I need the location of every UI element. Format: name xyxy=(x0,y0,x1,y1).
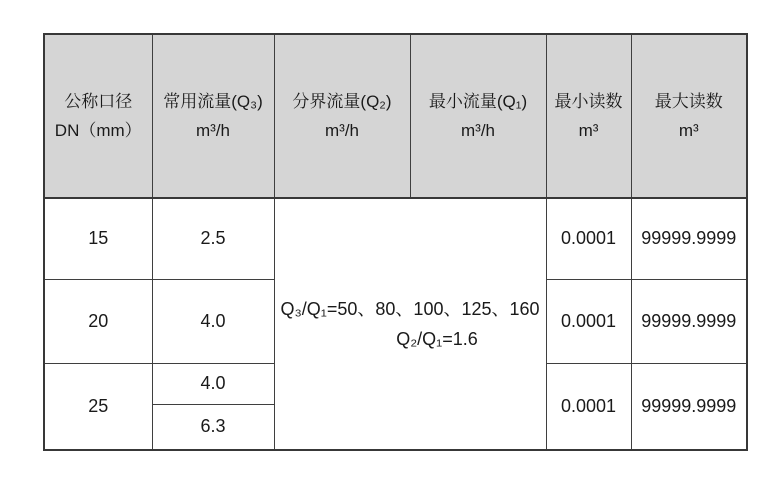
cell-q3-dn25-second: 6.3 xyxy=(152,404,274,450)
cell-max-reading-dn25: 99999.9999 xyxy=(631,363,747,450)
cell-min-reading-dn20: 0.0001 xyxy=(546,279,631,363)
table-row-dn15 xyxy=(44,198,747,279)
header-cell-min-reading xyxy=(546,34,631,198)
cell-min-reading-dn15: 0.0001 xyxy=(546,198,631,279)
header-label: 分界流量(Q₂) xyxy=(292,92,392,111)
header-cell-min-flow-q1 xyxy=(410,34,546,198)
header-label: 最大读数 xyxy=(654,92,723,111)
cell-dn-15: 15 xyxy=(44,198,152,279)
header-unit: m³ xyxy=(678,121,699,140)
header-cell-max-reading xyxy=(631,34,747,198)
cell-dn-20: 20 xyxy=(44,279,152,363)
cell-min-reading-dn25: 0.0001 xyxy=(546,363,631,450)
cell-dn-25: 25 xyxy=(44,363,152,450)
header-cell-boundary-flow-q2 xyxy=(274,34,410,198)
header-unit: m³ xyxy=(578,121,599,140)
header-unit: DN（mm） xyxy=(54,121,142,140)
water-meter-spec-table xyxy=(43,33,748,451)
cell-q3-dn20: 4.0 xyxy=(152,279,274,363)
ratio-note-line2: Q₂/Q₁=1.6 xyxy=(396,329,478,349)
header-cell-common-flow-q3 xyxy=(152,34,274,198)
header-unit: m³/h xyxy=(196,121,230,140)
header-label: 最小流量(Q₁) xyxy=(428,92,528,111)
header-unit: m³/h xyxy=(461,121,495,140)
header-row xyxy=(44,34,747,198)
cell-ratio-note xyxy=(274,198,546,450)
header-unit: m³/h xyxy=(325,121,359,140)
ratio-note-line1: Q₃/Q₁=50、80、100、125、160 xyxy=(280,299,540,319)
cell-max-reading-dn15: 99999.9999 xyxy=(631,198,747,279)
header-label: 常用流量(Q₃) xyxy=(163,92,263,111)
header-cell-nominal-diameter xyxy=(44,34,152,198)
header-label: 最小读数 xyxy=(554,92,623,111)
cell-q3-dn15: 2.5 xyxy=(152,198,274,279)
cell-q3-dn25-first: 4.0 xyxy=(152,363,274,404)
header-label: 公称口径 xyxy=(64,92,133,111)
cell-max-reading-dn20: 99999.9999 xyxy=(631,279,747,363)
